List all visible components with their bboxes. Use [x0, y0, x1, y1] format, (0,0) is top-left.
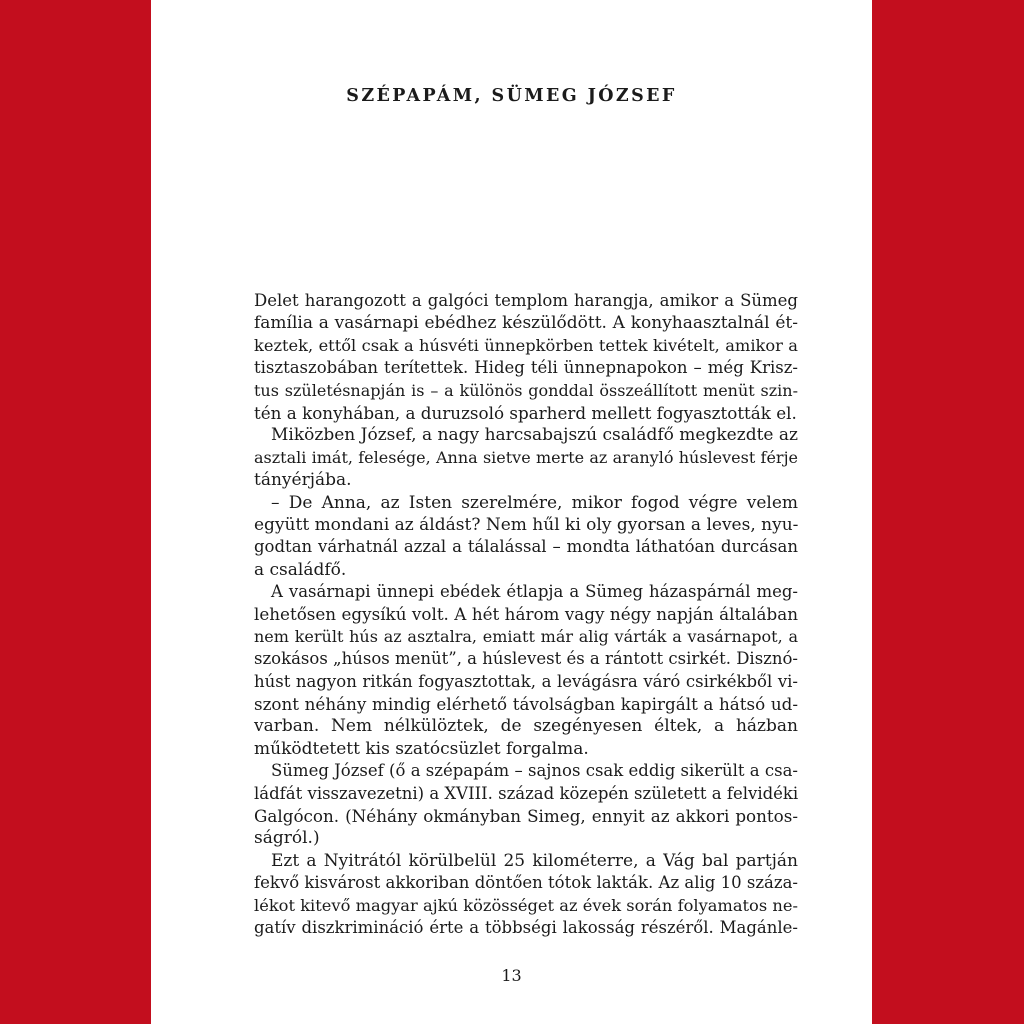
text-line: Delet harangozott a galgóci templom harangja, amikor a Sümeg [254, 291, 798, 310]
text-line: lékot kitevő magyar ajkú közösséget az évek során folyamatos ne- [254, 895, 798, 915]
text-line: működtetett kis szatócsüzlet forgalma. [254, 738, 589, 759]
book-page [151, 0, 872, 1024]
text-line: nem került hús az asztalra, emiatt már alig várták a vasárnapot, a [254, 626, 798, 646]
body-text [254, 290, 798, 939]
text-line: fekvő kisvárost akkoriban döntően tótok lakták. Az alig 10 száza- [254, 873, 798, 893]
chapter-title: SZÉPAPÁM, SÜMEG JÓZSEF [346, 86, 677, 106]
text-line: Sümeg József (ő a szépapám – sajnos csak eddig sikerült a csa- [271, 761, 798, 781]
text-line: tisztaszobában terítettek. Hideg téli ünnepnapokon – még Krisz- [254, 358, 798, 378]
text-line: Galgócon. (Néhány okmányban Simeg, ennyit az akkori pontos- [254, 805, 798, 826]
text-line: tányérjába. [254, 470, 352, 491]
text-line: a családfő. [254, 559, 347, 580]
text-line: keztek, ettől csak a húsvéti ünnepkörben tettek kivételt, amikor a [254, 335, 798, 355]
text-line: – De Anna, az Isten szerelmére, mikor fogod végre velem [271, 492, 798, 513]
text-line: ládfát visszavezetni) a XVIII. század közepén született a felvidéki [254, 783, 799, 803]
text-line: Ezt a Nyitrától körülbelül 25 kilométerre, a Vág bal partján [271, 850, 798, 871]
text-line: tén a konyhában, a duruzsoló sparherd mellett fogyasztották el. [254, 402, 797, 423]
text-line: família a vasárnapi ebédhez készülődött. A konyhaasztalnál ét- [254, 313, 798, 334]
text-line: Miközben József, a nagy harcsabajszú családfő megkezdte az [271, 425, 798, 446]
text-line: húst nagyon ritkán fogyasztottak, a levágásra váró csirkékből vi- [254, 671, 798, 691]
text-line: varban. Nem nélkülöztek, de szegényesen éltek, a házban [254, 716, 798, 737]
page-number: 13 [501, 966, 522, 985]
text-line: godtan várhatnál azzal a tálalással – mondta láthatóan durcásan [254, 537, 798, 557]
text-line: tus születésnapján is – a különös gonddal összeállított menüt szin- [254, 380, 798, 400]
text-line: asztali imát, felesége, Anna sietve merte az aranyló húslevest férje [254, 447, 798, 467]
text-line: gatív diszkrimináció érte a többségi lakosság részéről. Magánle- [254, 917, 798, 937]
text-line: ságról.) [254, 828, 320, 849]
text-line: A vasárnapi ünnepi ebédek étlapja a Sümeg házaspárnál meg- [271, 582, 798, 602]
text-line: lehetősen egysíkú volt. A hét három vagy négy napján általában [254, 604, 798, 625]
text-line: együtt mondani az áldást? Nem hűl ki oly gyorsan a leves, nyu- [254, 514, 799, 535]
text-line: szont néhány mindig elérhető távolságban kapirgált a hátsó ud- [254, 694, 798, 715]
text-line: szokásos „húsos menüt”, a húslevest és a rántott csirkét. Disznó- [254, 649, 798, 669]
